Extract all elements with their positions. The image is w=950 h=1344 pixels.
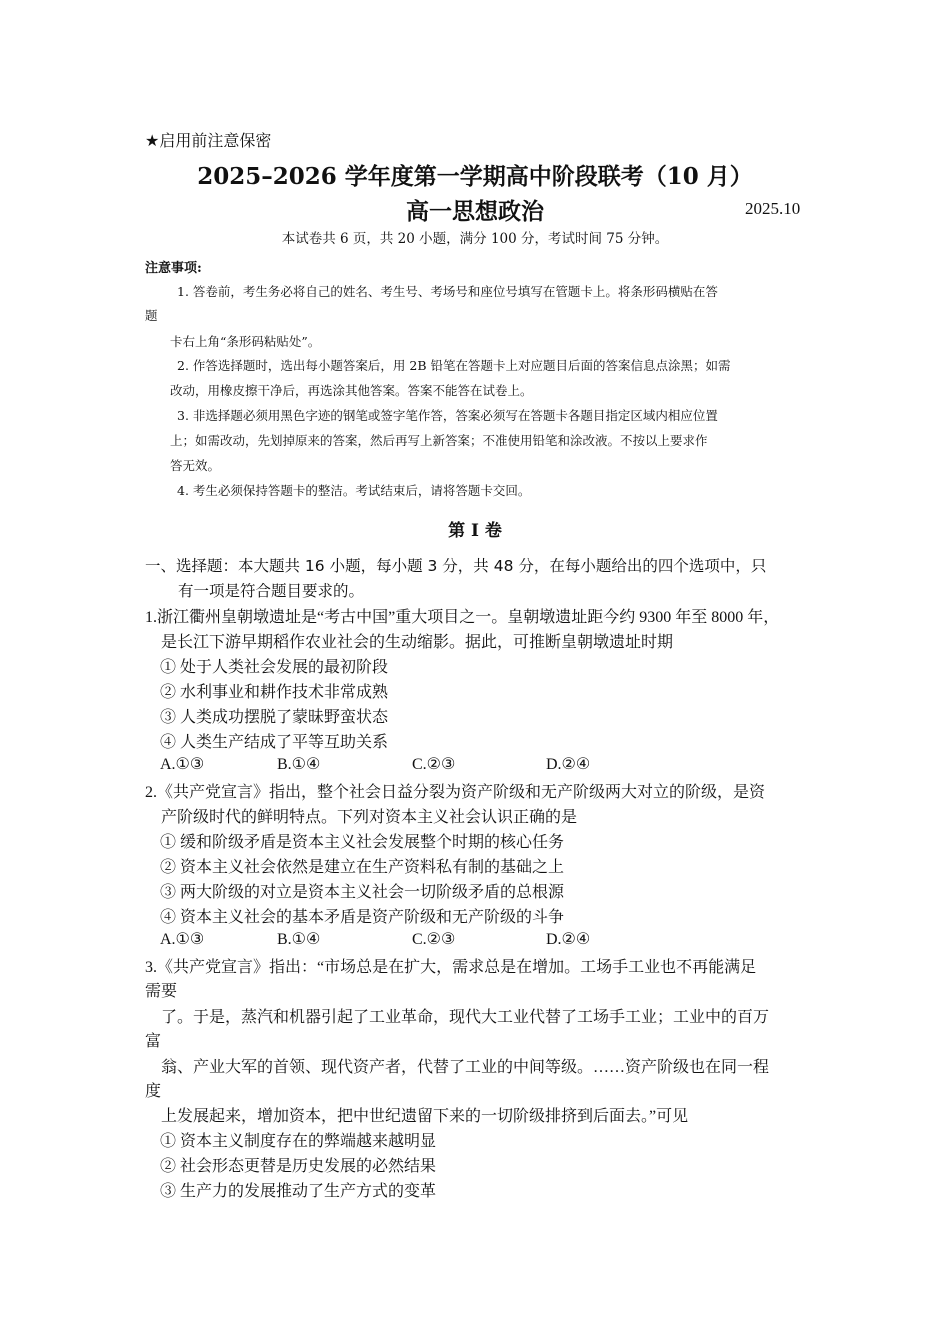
question-2-choice-b: B.①④ [277, 931, 321, 948]
notice-heading: 注意事项: [145, 261, 202, 276]
notice-line: 答无效。 [170, 458, 221, 473]
notice-line: 题 [145, 308, 158, 323]
section-instruction: 一、选择题：本大题共 16 小题，每小题 3 分，共 48 分，在每小题给出的四个选项中，只 [145, 557, 767, 575]
question-1-item: ① 处于人类社会发展的最初阶段 [160, 659, 389, 676]
question-1-item: ③ 人类成功摆脱了蒙昧野蛮状态 [160, 709, 389, 726]
notice-line: 4. 考生必须保持答题卡的整洁。考试结束后，请将答题卡交回。 [177, 483, 531, 498]
question-1-stem: 是长江下游早期稻作农业社会的生动缩影。据此，可推断皇朝墩遗址时期 [161, 634, 674, 651]
question-2-stem: 产阶级时代的鲜明特点。下列对资本主义社会认识正确的是 [161, 809, 578, 826]
question-2-item: ① 缓和阶级矛盾是资本主义社会发展整个时期的核心任务 [160, 834, 565, 851]
question-1-stem: 1.浙江衢州皇朝墩遗址是“考古中国”重大项目之一。皇朝墩遗址距今约 9300 年至 8000 年， [145, 609, 780, 626]
question-1-item: ④ 人类生产结成了平等互助关系 [160, 734, 389, 751]
notice-line: 1. 答卷前，考生务必将自己的姓名、考生号、考场号和座位号填写在管题卡上。将条形码横贴在答 [177, 284, 718, 299]
notice-line: 2. 作答选择题时，选出每小题答案后，用 2B 铅笔在答题卡上对应题目后面的答案信息点涂黑；如需 [177, 358, 731, 373]
question-2-item: ③ 两大阶级的对立是资本主义社会一切阶级矛盾的总根源 [160, 884, 565, 901]
exam-summary: 本试卷共 6 页，共 20 小题，满分 100 分，考试时间 75 分钟。 [281, 231, 669, 247]
question-2-item: ② 资本主义社会依然是建立在生产资料私有制的基础之上 [160, 859, 565, 876]
question-1-choice-a: A.①③ [160, 756, 205, 773]
question-1-choice-d: D.②④ [546, 756, 591, 773]
question-1-choice-b: B.①④ [277, 756, 321, 773]
question-3-item: ② 社会形态更替是历史发展的必然结果 [160, 1158, 437, 1175]
notice-line: 改动，用橡皮擦干净后，再选涂其他答案。答案不能答在试卷上。 [170, 383, 533, 398]
question-3-stem: 了。于是，蒸汽和机器引起了工业革命，现代大工业代替了工场手工业；工业中的百万 [161, 1009, 770, 1026]
part-title: 第 I 卷 [448, 521, 502, 541]
confidential-notice: ★启用前注意保密 [145, 131, 272, 150]
question-3-stem: 3.《共产党宣言》指出：“市场总是在扩大，需求总是在增加。工场手工业也不再能满足 [145, 959, 757, 976]
notice-line: 卡右上角“条形码粘贴处”。 [170, 334, 321, 349]
section-instruction: 有一项是符合题目要求的。 [178, 582, 365, 600]
question-3-stem: 上发展起来，增加资本，把中世纪遗留下来的一切阶级排挤到后面去。”可见 [161, 1108, 689, 1125]
question-2-choice-c: C.②③ [412, 931, 456, 948]
question-2-choice-d: D.②④ [546, 931, 591, 948]
notice-line: 上；如需改动，先划掉原来的答案，然后再写上新答案；不准使用铅笔和涂改液。不按以上要求作 [170, 433, 708, 448]
question-3-item: ③ 生产力的发展推动了生产方式的变革 [160, 1183, 437, 1200]
question-3-stem: 富 [145, 1033, 162, 1050]
exam-subject: 高一思想政治 [406, 198, 544, 225]
question-2-stem: 2.《共产党宣言》指出，整个社会日益分裂为资产阶级和无产阶级两大对立的阶级，是资 [145, 784, 766, 801]
question-3-stem: 度 [145, 1083, 162, 1100]
exam-date: 2025.10 [745, 199, 801, 218]
exam-title: 2025–2026 学年度第一学期高中阶段联考（10 月） [197, 163, 753, 190]
question-2-item: ④ 资本主义社会的基本矛盾是资产阶级和无产阶级的斗争 [160, 909, 565, 926]
question-3-item: ① 资本主义制度存在的弊端越来越明显 [160, 1133, 437, 1150]
notice-line: 3. 非选择题必须用黑色字迹的钢笔或签字笔作答，答案必须写在答题卡各题目指定区域内相应位置 [177, 408, 718, 423]
question-1-choice-c: C.②③ [412, 756, 456, 773]
question-3-stem: 翁、产业大军的首领、现代资产者，代替了工业的中间等级。……资产阶级也在同一程 [161, 1059, 770, 1076]
question-3-stem: 需要 [145, 983, 178, 1000]
question-1-item: ② 水利事业和耕作技术非常成熟 [160, 684, 389, 701]
question-2-choice-a: A.①③ [160, 931, 205, 948]
